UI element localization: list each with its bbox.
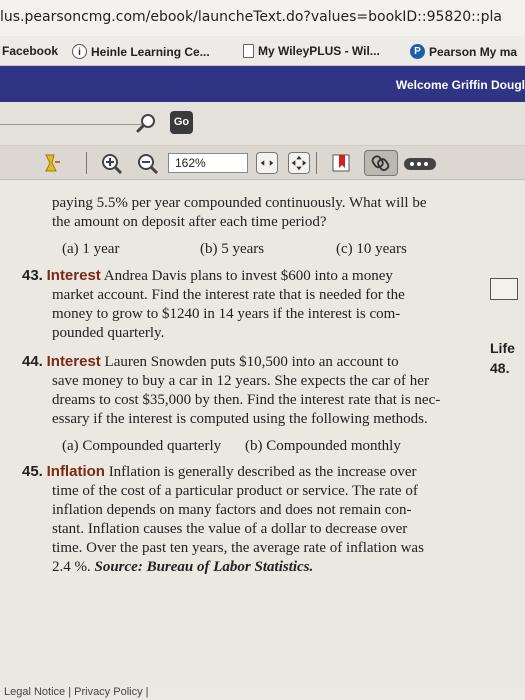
heinle-icon: i [72, 44, 87, 59]
problem-heading: Interest [46, 267, 101, 284]
text-line: market account. Find the interest rate that is needed for the [52, 287, 405, 303]
text-line: save money to buy a car in 12 years. She expects the car of her [52, 373, 429, 389]
fit-width-icon [257, 153, 277, 173]
footer-links[interactable]: Legal Notice | Privacy Policy | [0, 686, 525, 700]
text-line: time of the cost of a particular product or service. The rate of [52, 483, 418, 499]
search-input[interactable] [0, 124, 150, 125]
bookmark-pearson[interactable]: P Pearson My ma [410, 44, 517, 59]
text-line: money to grow to $1240 in 14 years if the interest is com- [52, 306, 401, 322]
option-a: (a) Compounded quarterly [62, 438, 222, 454]
text-line: 2.4 %. Source: Bureau of Labor Statistics. [52, 559, 314, 575]
problem-43-header [22, 266, 393, 286]
fit-page-button[interactable] [288, 152, 310, 174]
text-line: stant. Inflation causes the value of a dollar to decrease over [52, 521, 408, 537]
go-button[interactable]: Go [170, 111, 193, 134]
bookmark-wileyplus[interactable]: My WileyPLUS - Wil... [243, 44, 380, 58]
problem-number: 45. [22, 463, 43, 480]
bookmark-heinle[interactable]: i Heinle Learning Ce... [72, 44, 210, 59]
site-header [0, 66, 525, 102]
bookmark-facebook[interactable]: Facebook [2, 44, 59, 58]
bookmarks-bar [0, 36, 525, 66]
link-tool-button[interactable] [364, 150, 398, 176]
pearson-icon: P [410, 44, 425, 59]
problem-number: 44. [22, 353, 43, 370]
text-line: Lauren Snowden puts $10,500 into an account to [104, 354, 399, 370]
search-icon[interactable] [136, 112, 158, 134]
page-thumbnail-icon[interactable] [490, 278, 518, 300]
zoom-in-icon[interactable] [100, 152, 124, 174]
ebook-page [0, 180, 525, 700]
problem-number: 43. [22, 267, 43, 284]
bookmark-icon[interactable] [330, 152, 354, 174]
url-text: lus.pearsoncmg.com/ebook/launcheText.do?values=bookID::95820::pla [0, 9, 502, 25]
text-line: dreams to cost $35,000 by then. Find the interest rate that is nec- [52, 392, 441, 408]
search-row [0, 102, 525, 146]
highlighter-icon[interactable] [40, 152, 62, 174]
text-line: pounded quarterly. [52, 325, 165, 341]
option-b: (b) Compounded monthly [245, 438, 401, 454]
option-a: (a) 1 year [62, 241, 120, 257]
text-line: inflation depends on many factors and does not remain con- [52, 502, 412, 518]
toolbar-divider [316, 152, 317, 174]
text-line: the amount on deposit after each time period? [52, 214, 327, 230]
side-problem-number: 48. [490, 360, 510, 376]
option-c: (c) 10 years [336, 241, 407, 257]
text-line: time. Over the past ten years, the average rate of inflation was [52, 540, 424, 556]
zoom-out-icon[interactable] [136, 152, 160, 174]
welcome-text: Welcome Griffin Dougl [395, 78, 525, 92]
page-icon [243, 44, 254, 58]
problem-heading: Interest [46, 353, 101, 370]
reader-toolbar [0, 146, 525, 180]
problem-44-header [22, 352, 399, 372]
zoom-level-field[interactable]: 162% [168, 153, 248, 173]
option-b: (b) 5 years [200, 241, 265, 257]
fit-width-button[interactable] [256, 152, 278, 174]
problem-45-header [22, 462, 416, 482]
move-arrows-icon [289, 153, 309, 173]
more-options-icon[interactable] [402, 152, 438, 174]
text-line: essary if the interest is computed using the following methods. [52, 411, 428, 427]
text-line: Andrea Davis plans to invest $600 into a money [103, 268, 393, 284]
source-citation: Source: Bureau of Labor Statistics. [94, 559, 314, 575]
toolbar-divider [86, 152, 87, 174]
text-line: paying 5.5% per year compounded continuously. What will be [52, 195, 427, 211]
problem-heading: Inflation [46, 463, 105, 480]
link-icon [365, 151, 397, 175]
text-line: Inflation is generally described as the increase over [108, 464, 417, 480]
address-bar[interactable] [0, 0, 525, 36]
side-label: Life [490, 340, 515, 356]
